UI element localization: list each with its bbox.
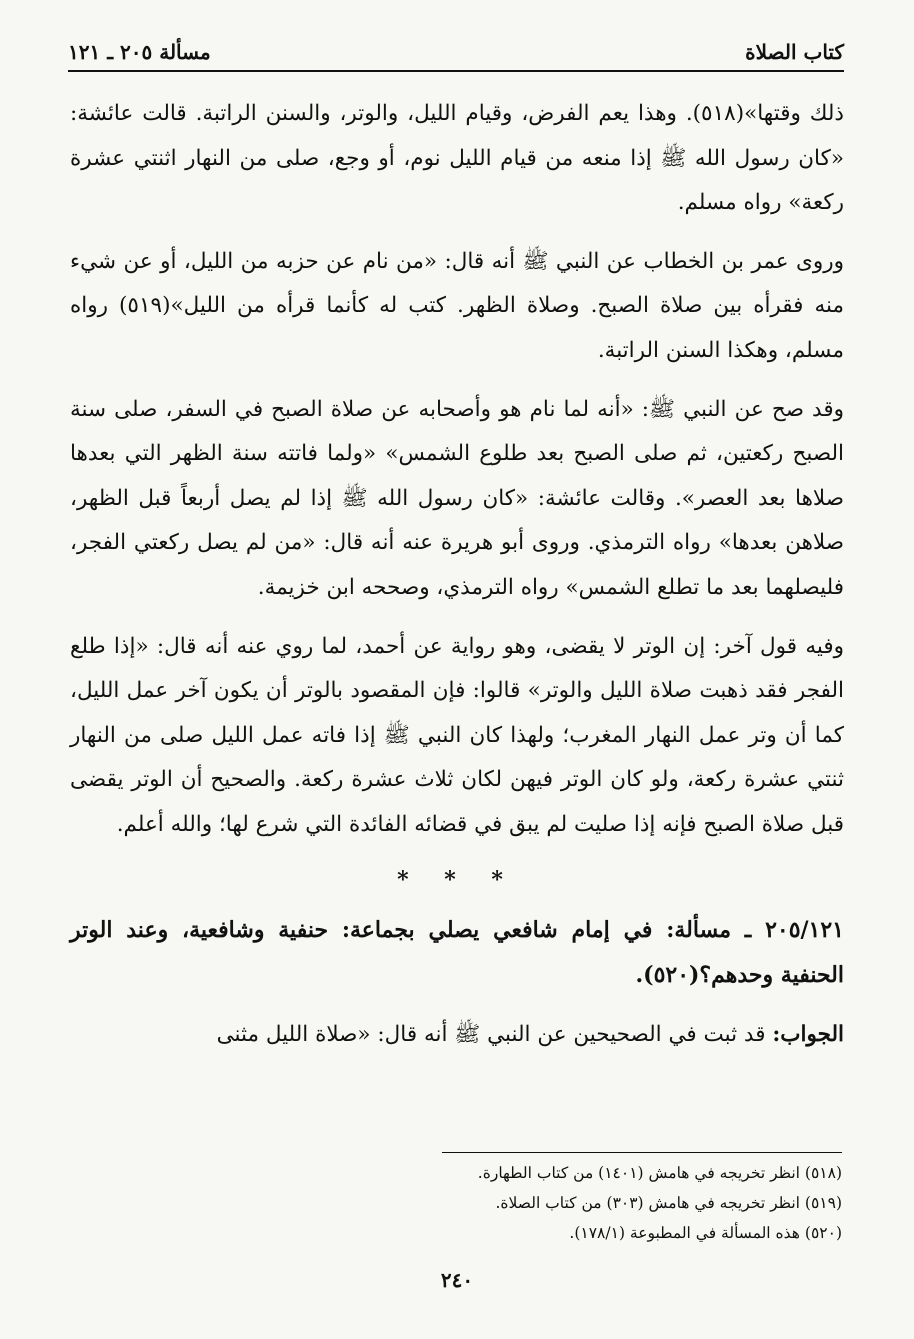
footnote-520: (٥٢٠) هذه المسألة في المطبوعة (١٧٨/١). — [569, 1224, 842, 1242]
paragraph-2: وروى عمر بن الخطاب عن النبي ﷺ أنه قال: «من نام عن حزبه من الليل، أو عن شيء منه فقرأه بين صلاة الصبح. وصلاة الظهر. كتب له كأنما قرأه من الليل»(٥١٩) رواه مسلم، وهكذا السنن الراتبة. — [70, 248, 845, 363]
main-text — [70, 92, 844, 1058]
paragraph-4: وفيه قول آخر: إن الوتر لا يقضى، وهو رواية عن أحمد، لما روي عنه أنه قال: «إذا طلع الفجر فقد ذهبت صلاة الليل والوتر» قالوا: فإن المقصود بالوتر أن يكون آخر عمل الليل، كما أن وتر عمل النهار المغرب؛ ولهذا كان النبي ﷺ إذا فاته عمل الليل صلى من النهار ثنتي عشرة ركعة، ولو كان الوتر فيهن لكان ثلاث عشرة ركعة. والصحيح أن الوتر يقضى قبل صلاة الصبح فإنه إذا صليت لم يبق في قضائه الفائدة التي شرع لها؛ والله أعلم. — [70, 633, 844, 837]
footnote-518: (٥١٨) انظر تخريجه في هامش (١٤٠١) من كتاب الطهارة. — [477, 1164, 842, 1182]
paragraph-1: ذلك وقتها»(٥١٨). وهذا يعم الفرض، وقيام الليل، والوتر، والسنن الراتبة. قالت عائشة: «كان رسول الله ﷺ إذا منعه من قيام الليل نوم، أو وجع، صلى من النهار اثنتي عشرة ركعة» رواه مسلم. — [70, 101, 844, 216]
chapter-title: كتاب الصلاة — [745, 40, 844, 64]
footnotes — [200, 1158, 842, 1248]
page-number: ٢٤٠ — [440, 1268, 474, 1292]
answer-paragraph — [70, 1013, 844, 1058]
running-header — [68, 30, 844, 72]
footnote-divider — [442, 1152, 842, 1153]
footnote-519: (٥١٩) انظر تخريجه في هامش (٣٠٣) من كتاب الصلاة. — [495, 1194, 842, 1212]
answer-label: الجواب: — [772, 1022, 844, 1048]
issue-heading: ٢٠٥/١٢١ ـ مسألة: في إمام شافعي يصلي بجماعة: حنفية وشافعية، وعند الوتر الحنفية وحدهم؟(٥٢٠). — [70, 917, 844, 988]
answer-text: قد ثبت في الصحيحين عن النبي ﷺ أنه قال: «صلاة الليل مثنى — [216, 1022, 766, 1048]
issue-range: مسألة ٢٠٥ ـ ١٢١ — [68, 40, 211, 64]
section-separator: * * * — [397, 866, 517, 893]
paragraph-3: وقد صح عن النبي ﷺ: «أنه لما نام هو وأصحابه عن صلاة الصبح في السفر، صلى سنة الصبح ركعتين، ثم صلى الصبح بعد طلوع الشمس» «ولما فاتته سنة الظهر التي بعدها صلاها بعد العصر». وقالت عائشة: «كان رسول الله ﷺ إذا لم يصل أربعاً قبل الظهر، صلاهن بعدها» رواه الترمذي. وروى أبو هريرة عنه أنه قال: «من لم يصل ركعتي الفجر، فليصلهما بعد ما تطلع الشمس» رواه الترمذي، وصححه ابن خزيمة. — [70, 396, 844, 600]
